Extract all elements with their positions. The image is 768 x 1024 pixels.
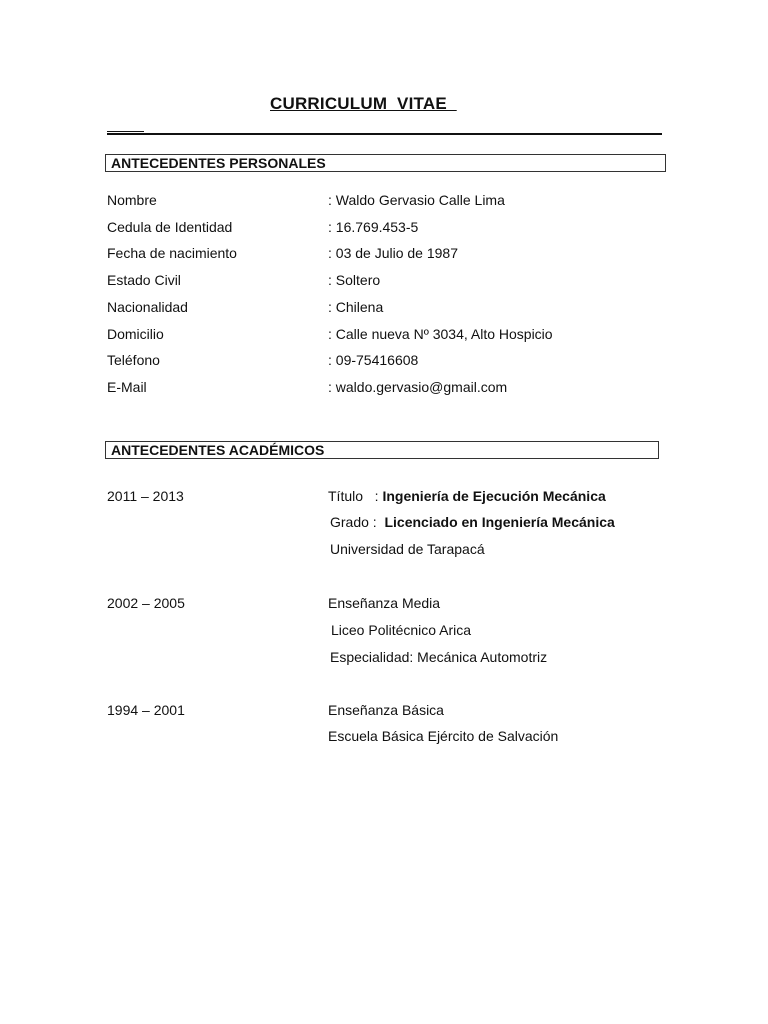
field-label: Fecha de nacimiento [107,245,237,261]
field-value: : Calle nueva Nº 3034, Alto Hospicio [328,326,553,342]
field-label: E-Mail [107,379,147,395]
field-label: Nacionalidad [107,299,188,315]
academic-level: Enseñanza Media [328,595,441,611]
field-label: Domicilio [107,326,164,342]
degree-label: Grado : [330,514,377,530]
title-divider [107,133,662,135]
field-value: : waldo.gervasio@gmail.com [328,379,508,395]
field-label: Cedula de Identidad [107,219,233,235]
academic-level: Enseñanza Básica [328,702,444,718]
field-label: Nombre [107,192,157,208]
academic-years: 2002 – 2005 [107,595,185,611]
field-value: : Chilena [328,299,384,315]
academic-years: 2011 – 2013 [107,488,184,504]
title-value: Ingeniería de Ejecución Mecánica [382,488,606,504]
field-label: Estado Civil [107,272,181,288]
academic-title-line [328,486,606,506]
academic-years: 1994 – 2001 [107,702,185,718]
field-value: : 16.769.453-5 [328,219,419,235]
degree-value: Licenciado en Ingeniería Mecánica [384,514,615,530]
academic-specialty: Especialidad: Mecánica Automotriz [330,649,548,665]
page-title: CURRICULUM VITAE [270,94,457,113]
field-value: : 03 de Julio de 1987 [328,245,458,261]
academic-institution: Escuela Básica Ejército de Salvación [328,728,559,744]
field-value: : 09-75416608 [328,352,419,368]
field-label: Teléfono [107,352,160,368]
academic-degree-line [330,512,615,532]
title-label: Título : [328,488,379,504]
academic-institution: Liceo Politécnico Arica [331,622,472,638]
academic-institution: Universidad de Tarapacá [330,541,485,557]
field-value: : Soltero [328,272,381,288]
title-short-rule [107,131,144,132]
section-heading-personal: ANTECEDENTES PERSONALES [105,154,666,172]
section-heading-academic: ANTECEDENTES ACADÉMICOS [105,441,659,459]
field-value: : Waldo Gervasio Calle Lima [328,192,505,208]
